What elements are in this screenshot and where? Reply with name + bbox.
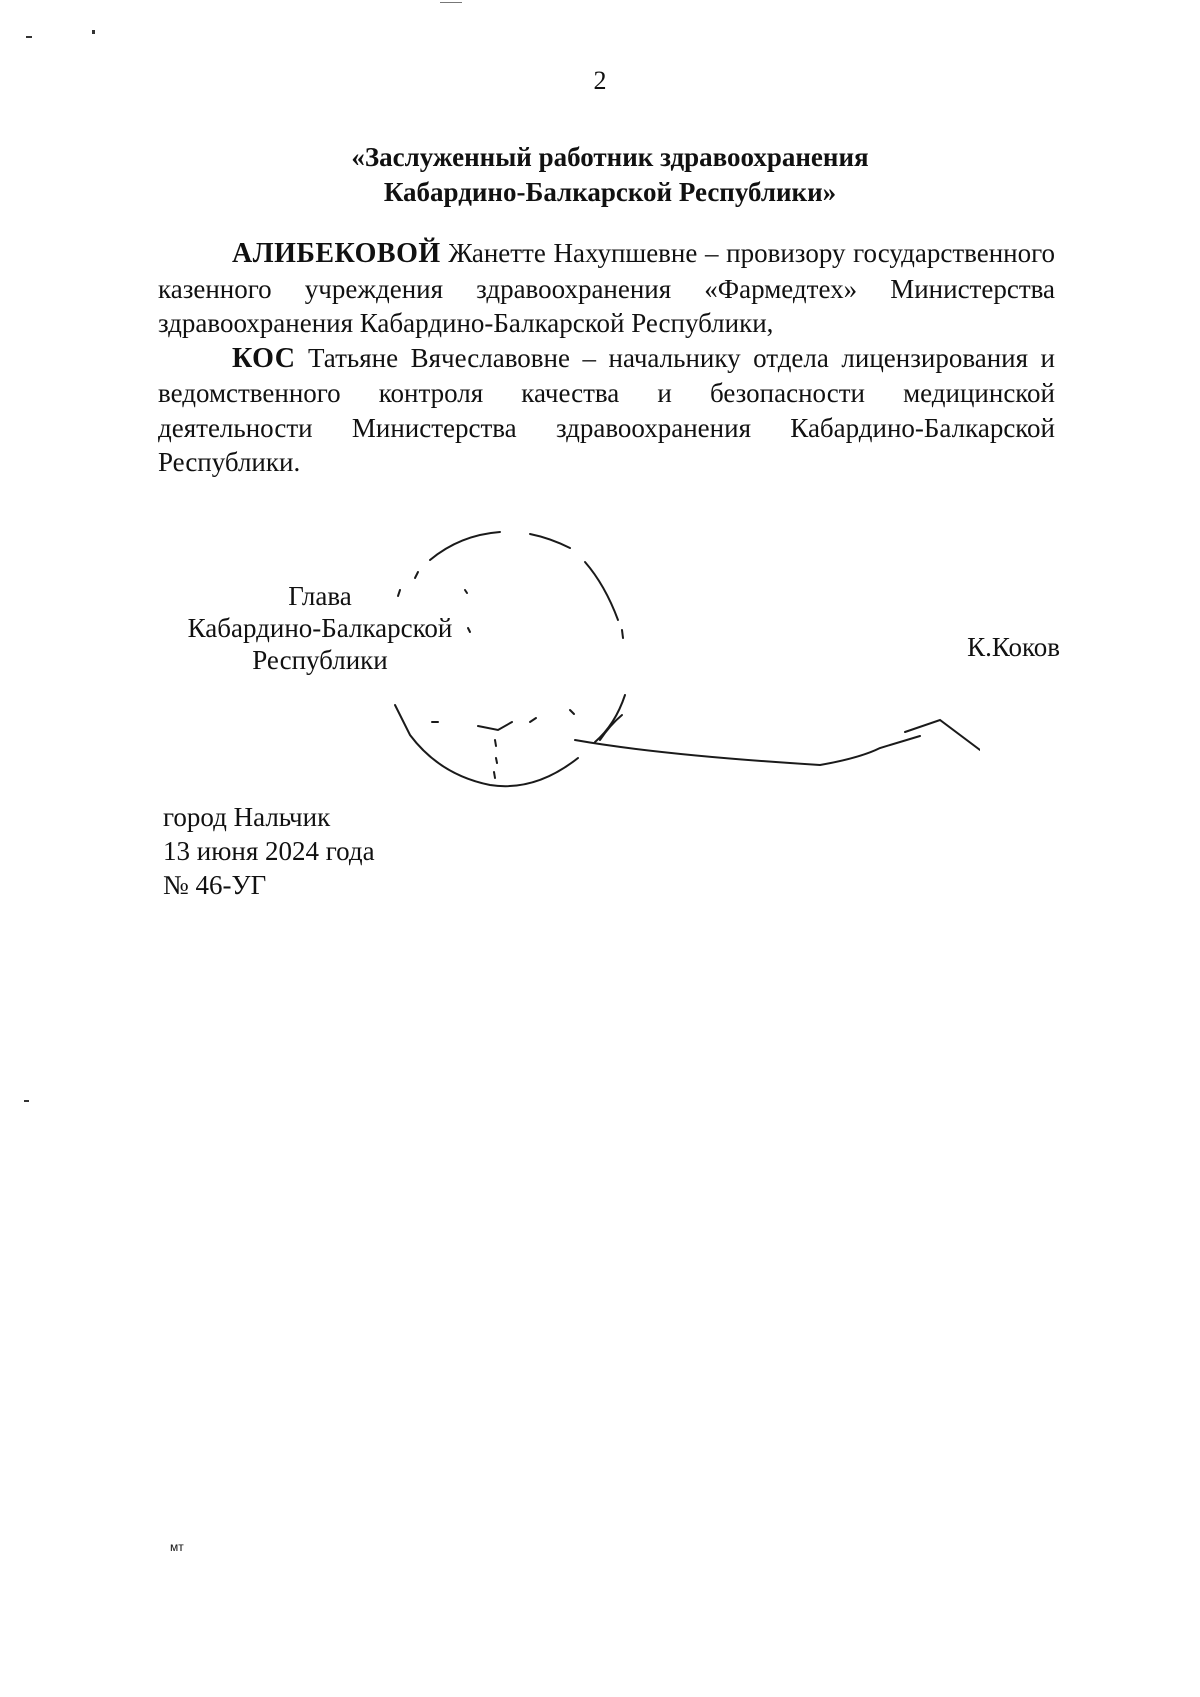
signer-position-line: Республики [252, 645, 388, 675]
executor-mark: мт [170, 1540, 184, 1554]
seal-mark [495, 740, 496, 746]
signature-stroke [600, 715, 622, 740]
decree-details [163, 800, 583, 902]
scan-speck [440, 2, 462, 3]
recipient-surname: АЛИБЕКОВОЙ [232, 238, 441, 269]
seal-arc [530, 534, 570, 548]
award-title-line: Кабардино-Балкарской Республики» [383, 177, 837, 207]
signature-stroke [575, 736, 920, 765]
scan-speck [92, 30, 95, 34]
signer-position [160, 580, 480, 676]
signature-stroke [905, 720, 980, 750]
page-number: 2 [593, 66, 607, 95]
seal-arc [585, 562, 618, 620]
signer-position-line: Кабардино-Балкарской [187, 613, 453, 643]
scan-speck [26, 36, 32, 38]
award-title-line: «Заслуженный работник здравоохранения [351, 142, 869, 172]
seal-mark [478, 722, 512, 730]
award-recipients [158, 236, 1055, 480]
decree-number: № 46-УГ [163, 870, 267, 900]
seal-mark [494, 772, 495, 778]
seal-mark [530, 718, 536, 722]
seal-mark [570, 710, 574, 714]
recipient-description: Жанетте Нахупшевне – провизору государственного казенного учреждения здравоохранения «Фармедтех» Министерства здравоохранения Кабардино-Балкарской Республики, [158, 238, 1055, 338]
decree-date: 13 июня 2024 года [163, 836, 375, 866]
recipient-description: Татьяне Вячеславовне – начальнику отдела лицензирования и ведомственного контроля качества и безопасности медицинской деятельности Министерства здравоохранения Кабардино-Балкарской Республики. [158, 342, 1055, 477]
recipient-paragraph [158, 341, 1055, 480]
seal-arc [395, 705, 578, 786]
seal-arc [430, 532, 500, 560]
signer-position-line: Глава [288, 581, 352, 611]
award-title [230, 140, 990, 210]
seal-arc [595, 695, 625, 742]
decree-city: город Нальчик [163, 802, 331, 832]
recipient-paragraph [158, 236, 1055, 341]
seal-arc [415, 572, 418, 578]
recipient-surname: КОС [232, 342, 296, 374]
seal-arc [622, 630, 623, 638]
scan-speck [24, 1100, 29, 1102]
signer-name: К.Коков [967, 632, 1060, 662]
seal-mark [496, 758, 497, 763]
